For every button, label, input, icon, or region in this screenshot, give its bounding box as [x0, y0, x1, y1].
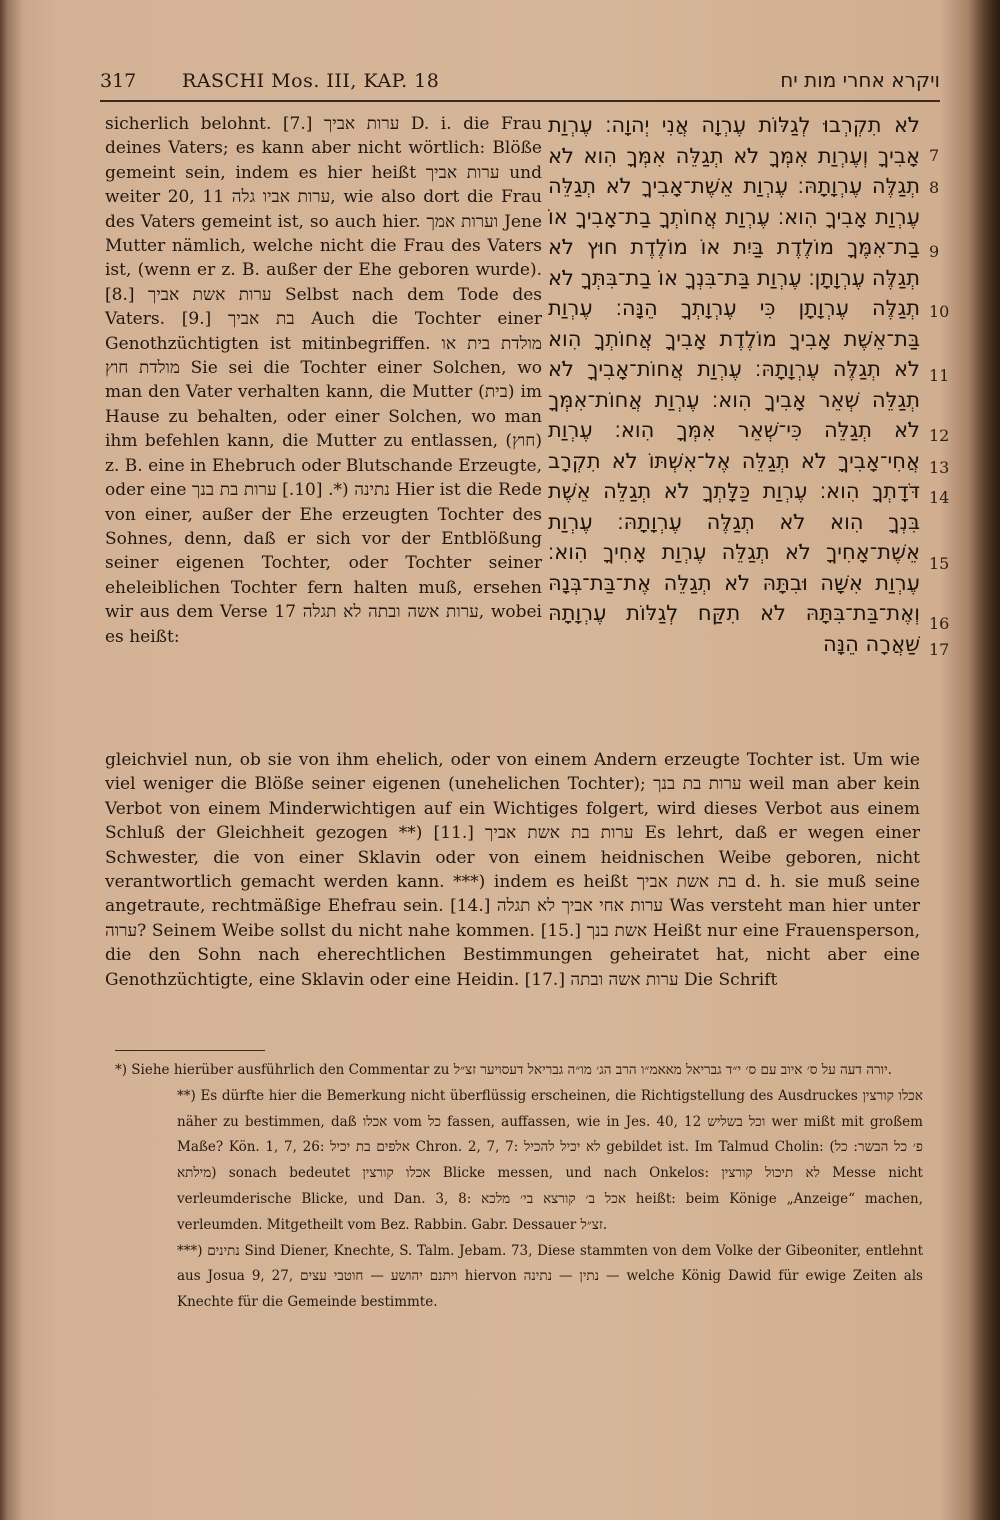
footnote-2: **) Es dürfte hier die Bemerkung nicht überflüssig erscheinen, die Richtigstellung des Ausdruckes אכלו קורצין näher zu bestimmen, daß אכלו vom כל fassen, auffassen, wie in Jes. 40, 12 וכל בשליש wer mißt mit großem Maße? Kön. 1, 7, 26: אלפים בת יכיל Chron. 2, 7, 7: לא יכיל להכיל gebildet ist. Im Talmud Cholin: (פ׳ כל הבשר: כל מילתא) sonach bedeutet אכלו קורצין Blicke messen, und nach Onkelos: לא תיכול קורצין Messe nicht verleumderische Blicke, und Dan. 3, 8: אכל ב׳ קורצא בי׳ מלכא heißt: beim Könige „Anzeige“ machen, verleumden. Mitgetheilt vom Bez. Rabbin. Gabr. Dessauer זצ״ל.: [177, 1087, 924, 1233]
page-number: 317: [100, 70, 137, 92]
footnote-rule: [115, 1050, 265, 1051]
verse-number: 13: [929, 458, 950, 477]
commentary-full-width: [105, 748, 920, 992]
verse-number: 9: [929, 242, 940, 261]
verse-number: 8: [929, 178, 940, 197]
header-hebrew-title: ויקרא אחרי מות יח: [780, 68, 940, 92]
header-rule: [100, 100, 940, 102]
commentary-paragraph: sicherlich belohnt. [7.] ערות אביך D. i. die Frau deines Vaters; es kann aber nicht wörtlich: Blöße gemeint sein, indem es hier heißt ערות אביך und weiter 20, 11 ערות אביו גלה, wie also dort die Frau des Vaters gemeint ist, so auch hier. וערות אמך Jene Mutter nämlich, welche nicht die Frau des Vaters ist, (wenn er z. B. außer der Ehe geboren wurde). [8.] ערות אשת אביך Selbst nach dem Tode des Vaters. [9.] בת אביך Auch die Tochter einer Genothzüchtigten ist mitinbegriffen. מולדת בית או מולדת חוץ Sie sei die Tochter einer Solchen, wo man den Vater verhalten kann, die Mutter (בית) im Hause zu behalten, oder einer Solchen, wo man ihm befehlen kann, die Mutter zu entlassen, (חוץ) z. B. eine in Ehebruch oder Blutschande Erzeugte, oder eine נתינה (*. [10.] ערות בת בנך Hier ist die Rede von einer, außer der Ehe erzeugten Tochter des Sohnes, denn, daß er sich vor der Entblößung seiner eigenen Tochter, oder Tochter seiner eheleiblichen Tochter fern halten muß, ersehen wir aus dem Verse 17 ערות אשה ובתה לא תגלה, wobei es heißt:: [105, 114, 543, 647]
verse-number: 10: [929, 302, 950, 321]
spine-shadow: [970, 0, 1000, 1520]
footnotes: [115, 1058, 923, 1316]
verse-number: 16: [929, 614, 950, 633]
verse-number: 15: [929, 554, 950, 573]
verse-number: 11: [929, 366, 950, 385]
verse-number: 14: [929, 488, 950, 507]
verse-number: 17: [929, 640, 950, 659]
footnote-1: *) Siehe hierüber ausführlich den Commentar zu יורה דעה על ס׳ איוב עם ס׳ י״ד גבריאל מאאמ״ו הרב הג׳ מו״ה גבריאל דעסויער זצ״ל.: [115, 1062, 892, 1078]
running-header: [100, 66, 940, 98]
hebrew-verse-column: [548, 110, 920, 659]
commentary-left-column: [105, 112, 542, 649]
commentary-continuation: gleichviel nun, ob sie von ihm ehelich, oder von einem Andern erzeugte Tochter ist. Um wie viel weniger die Blöße seiner eigenen (unehelichen Tochter); ערות בת בנך weil man aber kein Verbot von einem Minderwichtigen auf ein Wichtiges folgert, wird dieses Verbot aus einem Schluß der Gleichheit gezogen **) [11.] ערות בת אשת אביך Es lehrt, daß er wegen einer Schwester, die von einer Sklavin oder von einem heidnischen Weibe geboren, nicht verantwortlich gemacht werden kann. ***) indem es heißt בת אשת אביך d. h. sie muß seine angetraute, rechtmäßige Ehefrau sein. [14.] ערות אחי אביך לא תגלה Was versteht man hier unter ערוה? Seinem Weibe sollst du nicht nahe kommen. [15.] אשת בנך Heißt nur eine Frauensperson, die den Sohn nach eherechtlichen Bestimmungen geheiratet hat, nicht aber eine Genothzüchtigte, eine Sklavin oder eine Heidin. [17.] ערות אשה ובתה Die Schrift: [105, 750, 920, 990]
footnote-3: ***) נתינים Sind Diener, Knechte, S. Talm. Jebam. 73, Diese stammten von dem Volke der Gibeoniter, entlehnt aus Josua 9, 27, ויתנם יהושע — חוטבי עצים hiervon נתין — נתינה — welche König Dawid für ewige Zeiten als Knechte für die Gemeinde bestimmte.: [177, 1242, 923, 1311]
header-title: RASCHI Mos. III, KAP. 18: [182, 70, 440, 92]
verse-number: 7: [929, 146, 940, 165]
verse-number: 12: [929, 426, 950, 445]
hebrew-verses: לֹא תִקְרְבוּ לְגַלּוֹת עֶרְוָה אֲנִי יְהוָה׃ עֶרְוַת אָבִיךָ וְעֶרְוַת אִמְּךָ לֹא תְגַלֵּה אִמְּךָ הִוא לֹא תְגַלֶּה עֶרְוָתָהּ׃ עֶרְוַת אֵשֶׁת־אָבִיךָ לֹא תְגַלֵּה עֶרְוַת אָבִיךָ הִוא׃ עֶרְוַת אֲחוֹתְךָ בַת־אָבִיךָ אוֹ בַת־אִמֶּךָ מוֹלֶדֶת בַּיִת אוֹ מוֹלֶדֶת חוּץ לֹא תְגַלֶּה עֶרְוָתָן׃ עֶרְוַת בַּת־בִּנְךָ אוֹ בַת־בִּתְּךָ לֹא תְגַלֶּה עֶרְוָתָן כִּי עֶרְוָתְךָ הֵנָּה׃ עֶרְוַת בַּת־אֵשֶׁת אָבִיךָ מוֹלֶדֶת אָבִיךָ אֲחוֹתְךָ הִוא לֹא תְגַלֶּה עֶרְוָתָהּ׃ עֶרְוַת אֲחוֹת־אָבִיךָ לֹא תְגַלֵּה שְׁאֵר אָבִיךָ הִוא׃ עֶרְוַת אֲחוֹת־אִמְּךָ לֹא תְגַלֵּה כִּי־שְׁאֵר אִמְּךָ הִוא׃ עֶרְוַת אֲחִי־אָבִיךָ לֹא תְגַלֵּה אֶל־אִשְׁתּוֹ לֹא תִקְרָב דֹּדָתְךָ הִוא׃ עֶרְוַת כַּלָּתְךָ לֹא תְגַלֵּה אֵשֶׁת בִּנְךָ הִוא לֹא תְגַלֶּה עֶרְוָתָהּ׃ עֶרְוַת אֵשֶׁת־אָחִיךָ לֹא תְגַלֵּה עֶרְוַת אָחִיךָ הִוא׃ עֶרְוַת אִשָּׁה וּבִתָּהּ לֹא תְגַלֵּה אֶת־בַּת־בְּנָהּ וְאֶת־בַּת־בִּתָּהּ לֹא תִקַּח לְגַלּוֹת עֶרְוָתָהּ שַׁאֲרָה הֵנָּה: [548, 113, 920, 656]
